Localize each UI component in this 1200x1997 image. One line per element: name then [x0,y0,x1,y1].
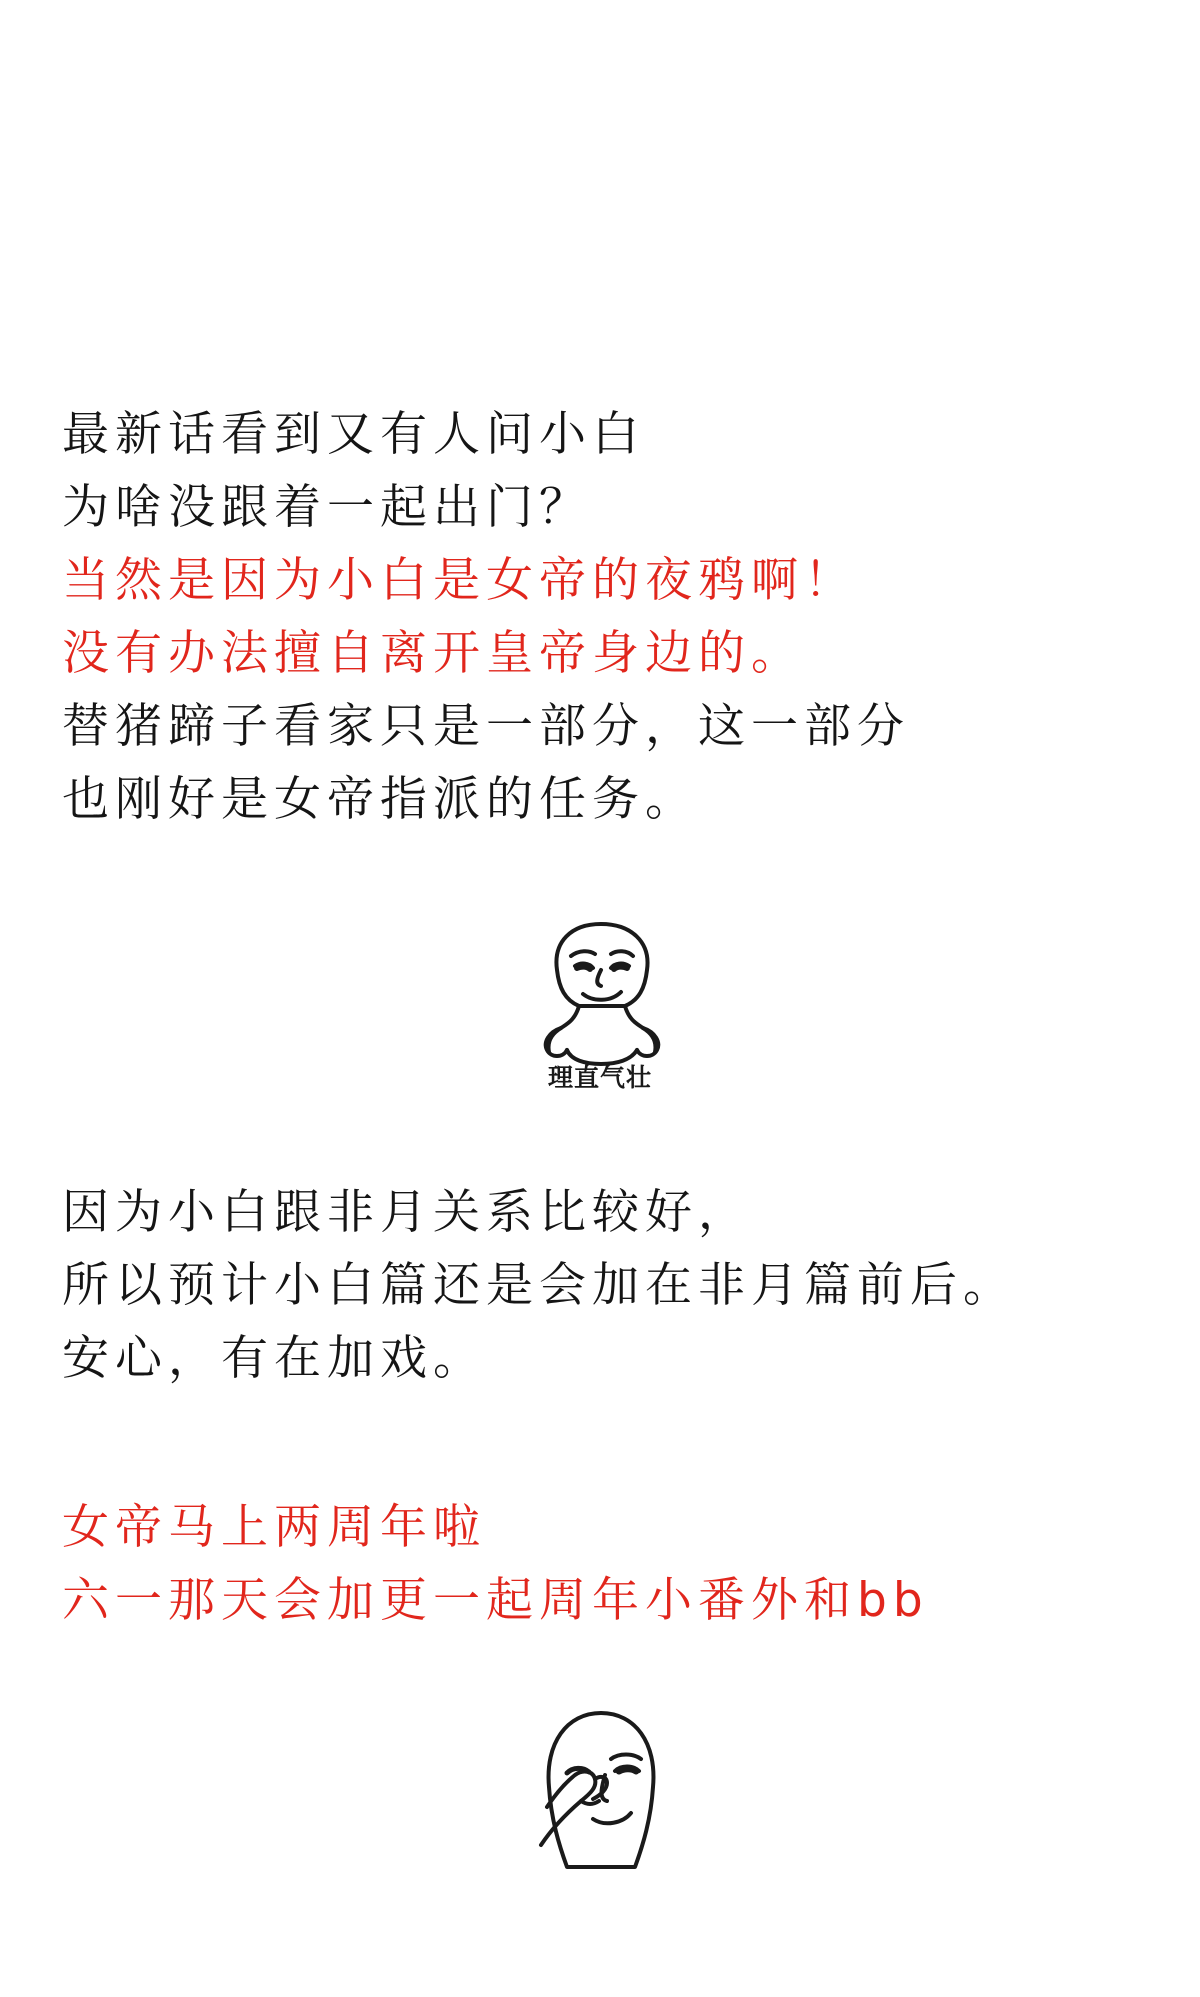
text-line: 所以预计小白篇还是会加在非月篇前后。 [62,1258,1016,1313]
text-line: 因为小白跟非月关系比较好， [62,1185,751,1240]
text-line: 为啥没跟着一起出门？ [62,480,592,535]
sticker-face-hand-icon [505,1695,695,1875]
sticker-lizhiqizhuang-icon [505,908,695,1078]
text-line: 替猪蹄子看家只是一部分，这一部分 [62,699,910,754]
text-line: 六一那天会加更一起周年小番外和bb [62,1573,929,1628]
sticker-face-hand [505,1695,695,1875]
text-line: 也刚好是女帝指派的任务。 [62,772,698,827]
paragraph-intro [0,398,1200,836]
sticker-row-one [0,836,1200,1098]
sticker-lizhiqizhuang [505,908,695,1098]
text-line: 当然是因为小白是女帝的夜鸦啊！ [62,553,857,608]
paragraph-middle [0,1176,1200,1395]
text-line: 女帝马上两周年啦 [62,1500,486,1555]
text-line: 没有办法擅自离开皇帝身边的。 [62,626,804,681]
text-line: 安心，有在加戏。 [62,1331,486,1386]
paragraph-bottom [0,1491,1200,1637]
sticker-caption: 理直气壮 [547,1063,653,1092]
sticker-row-two [0,1637,1200,1875]
text-line: 最新话看到又有人问小白 [62,407,645,462]
